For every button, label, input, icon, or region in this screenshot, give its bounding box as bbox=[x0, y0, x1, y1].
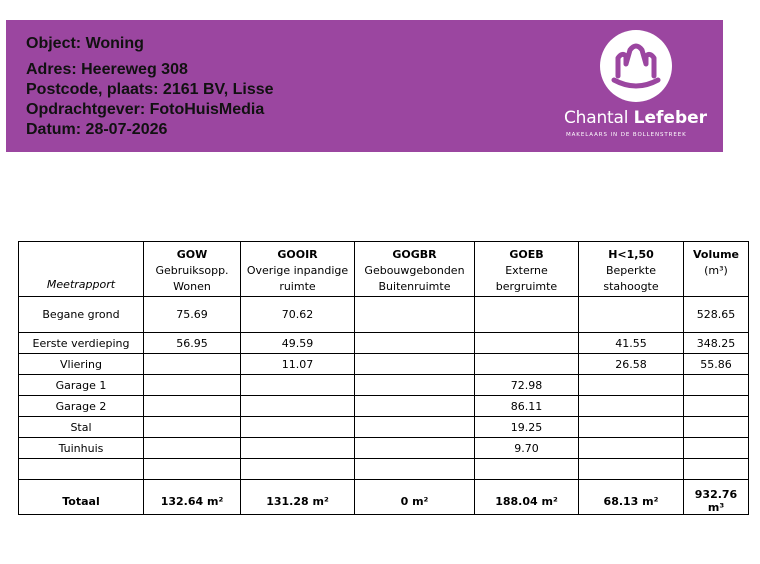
table-cell: 70.62 bbox=[241, 297, 355, 333]
column-code: GOOIR bbox=[277, 248, 318, 261]
table-cell bbox=[144, 417, 241, 438]
column-code: Volume bbox=[693, 248, 739, 261]
header-banner bbox=[6, 20, 723, 152]
table-cell bbox=[144, 396, 241, 417]
total-cell: 0 m² bbox=[355, 480, 475, 515]
table-cell bbox=[475, 459, 579, 480]
tulip-house-icon bbox=[600, 30, 672, 102]
object-details bbox=[26, 34, 274, 140]
logo-tagline: MAKELAARS IN DE BOLLENSTREEK bbox=[566, 132, 687, 138]
measurement-table bbox=[18, 241, 749, 515]
table-cell bbox=[241, 396, 355, 417]
total-row bbox=[19, 480, 749, 515]
table-cell bbox=[144, 459, 241, 480]
table-cell bbox=[475, 297, 579, 333]
table-row bbox=[19, 396, 749, 417]
table-row bbox=[19, 417, 749, 438]
table-cell: 49.59 bbox=[241, 333, 355, 354]
column-description: Beperkte bbox=[605, 264, 657, 277]
table-row bbox=[19, 459, 749, 480]
date-line: Datum: 28-07-2026 bbox=[26, 121, 168, 138]
address-line: Adres: Heereweg 308 bbox=[26, 61, 188, 78]
table-cell: 26.58 bbox=[579, 354, 684, 375]
table-cell bbox=[355, 297, 475, 333]
table-cell bbox=[355, 354, 475, 375]
table-cell bbox=[579, 375, 684, 396]
column-description: stahoogte bbox=[603, 280, 659, 293]
table-cell bbox=[475, 354, 579, 375]
row-label: Eerste verdieping bbox=[19, 333, 144, 354]
column-description: Externe bbox=[505, 264, 548, 277]
table-row bbox=[19, 354, 749, 375]
logo-last-name: Lefeber bbox=[633, 108, 708, 128]
table-row bbox=[19, 333, 749, 354]
total-cell: 131.28 m² bbox=[241, 480, 355, 515]
row-label: Tuinhuis bbox=[19, 438, 144, 459]
table-cell: 11.07 bbox=[241, 354, 355, 375]
table-cell bbox=[579, 417, 684, 438]
table-cell: 41.55 bbox=[579, 333, 684, 354]
table-cell: 86.11 bbox=[475, 396, 579, 417]
table-cell bbox=[241, 417, 355, 438]
corner-label: Meetrapport bbox=[19, 242, 144, 297]
column-description: Gebouwgebonden bbox=[364, 264, 465, 277]
table-cell bbox=[475, 333, 579, 354]
column-description: bergruimte bbox=[495, 280, 558, 293]
column-code: GOEB bbox=[509, 248, 544, 261]
table-cell bbox=[579, 438, 684, 459]
table-cell bbox=[684, 417, 749, 438]
table-cell bbox=[684, 396, 749, 417]
column-code: H<1,50 bbox=[608, 248, 654, 261]
table-row bbox=[19, 297, 749, 333]
table-cell bbox=[144, 438, 241, 459]
table-cell bbox=[144, 375, 241, 396]
total-cell: 68.13 m² bbox=[579, 480, 684, 515]
table-cell: 56.95 bbox=[144, 333, 241, 354]
row-label: Garage 1 bbox=[19, 375, 144, 396]
table-cell bbox=[355, 438, 475, 459]
column-code: GOW bbox=[176, 248, 208, 261]
total-cell: 132.64 m² bbox=[144, 480, 241, 515]
table-row bbox=[19, 375, 749, 396]
table-cell bbox=[144, 354, 241, 375]
total-cell: 932.76 m³ bbox=[684, 480, 749, 515]
column-description: Wonen bbox=[173, 280, 211, 293]
table-cell: 55.86 bbox=[684, 354, 749, 375]
column-description: Overige inpandige bbox=[246, 264, 349, 277]
table-cell bbox=[684, 438, 749, 459]
table-cell: 9.70 bbox=[475, 438, 579, 459]
total-cell: 188.04 m² bbox=[475, 480, 579, 515]
row-label: Stal bbox=[19, 417, 144, 438]
column-header bbox=[355, 242, 475, 297]
table-cell: 348.25 bbox=[684, 333, 749, 354]
column-description: (m³) bbox=[704, 264, 728, 277]
column-description: ruimte bbox=[279, 280, 316, 293]
column-header bbox=[241, 242, 355, 297]
logo-wordmark bbox=[564, 108, 714, 128]
table-cell: 75.69 bbox=[144, 297, 241, 333]
table-cell bbox=[355, 396, 475, 417]
table-cell bbox=[241, 459, 355, 480]
logo-first-name: Chantal bbox=[564, 108, 629, 128]
column-header bbox=[144, 242, 241, 297]
row-label: Vliering bbox=[19, 354, 144, 375]
table-cell bbox=[579, 297, 684, 333]
table-cell bbox=[355, 417, 475, 438]
table-cell bbox=[579, 396, 684, 417]
row-label: Garage 2 bbox=[19, 396, 144, 417]
company-logo bbox=[562, 30, 712, 150]
postcode-line: Postcode, plaats: 2161 BV, Lisse bbox=[26, 81, 274, 98]
client-line: Opdrachtgever: FotoHuisMedia bbox=[26, 101, 265, 118]
table-cell bbox=[355, 333, 475, 354]
table-cell bbox=[579, 459, 684, 480]
table-cell bbox=[355, 375, 475, 396]
total-label: Totaal bbox=[19, 480, 144, 515]
table-cell bbox=[684, 375, 749, 396]
table-cell bbox=[684, 459, 749, 480]
column-description: Gebruiksopp. bbox=[155, 264, 229, 277]
table-header-row bbox=[19, 242, 749, 297]
table-row bbox=[19, 438, 749, 459]
object-line: Object: Woning bbox=[26, 35, 144, 52]
column-code: GOGBR bbox=[392, 248, 437, 261]
table-cell bbox=[355, 459, 475, 480]
table-cell: 19.25 bbox=[475, 417, 579, 438]
table-cell: 72.98 bbox=[475, 375, 579, 396]
row-label bbox=[19, 459, 144, 480]
column-header bbox=[684, 242, 749, 297]
table-cell bbox=[241, 375, 355, 396]
column-description: Buitenruimte bbox=[378, 280, 451, 293]
column-header bbox=[475, 242, 579, 297]
row-label: Begane grond bbox=[19, 297, 144, 333]
table-cell: 528.65 bbox=[684, 297, 749, 333]
table-cell bbox=[241, 438, 355, 459]
column-header bbox=[579, 242, 684, 297]
